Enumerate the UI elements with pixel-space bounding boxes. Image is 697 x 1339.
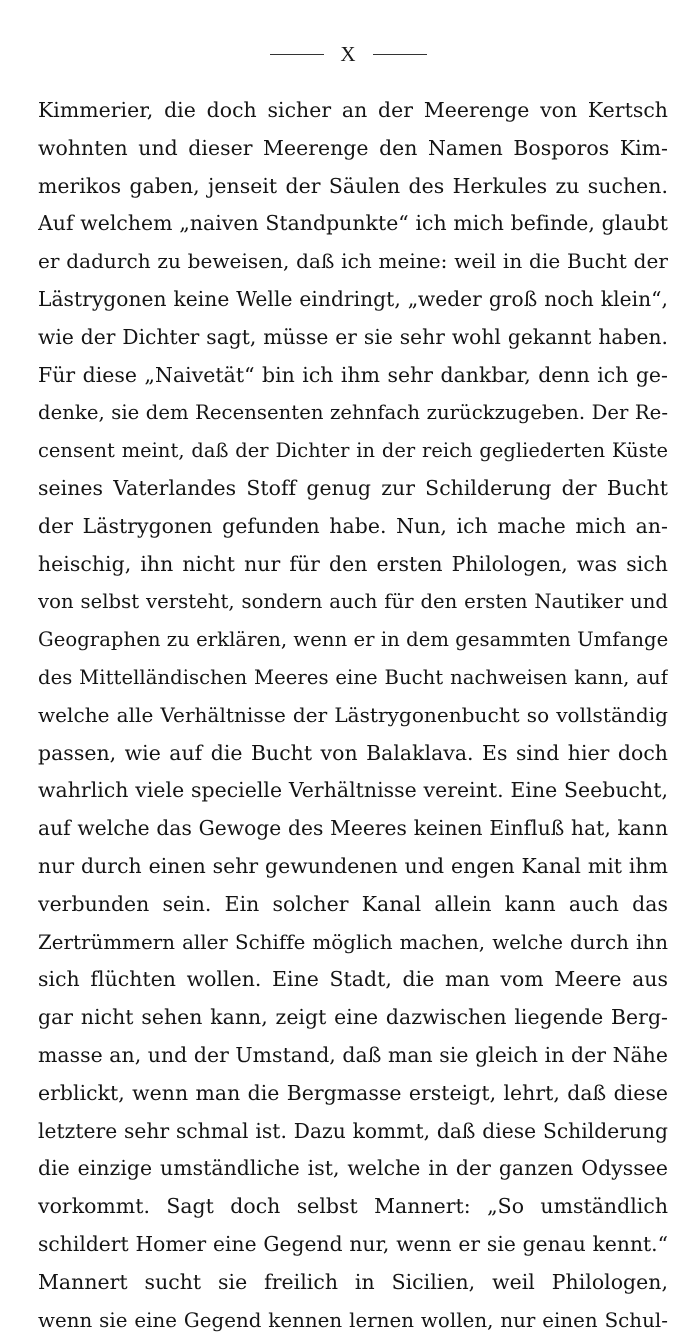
text-line: erblickt, wenn man die Bergmasse ersteigt, lehrt, daß diese — [38, 1075, 668, 1113]
text-line: vorkommt. Sagt doch selbst Mannert: „So umständlich — [38, 1188, 668, 1226]
text-line: censent meint, daß der Dichter in der reich gegliederten Küste — [38, 432, 668, 470]
text-line: Lästrygonen keine Welle eindringt, „weder groß noch klein“, — [38, 281, 668, 319]
page-header — [0, 38, 697, 70]
text-line: er dadurch zu beweisen, daß ich meine: weil in die Bucht der — [38, 243, 668, 281]
text-line: nur durch einen sehr gewundenen und engen Kanal mit ihm — [38, 848, 668, 886]
text-line: die einzige umständliche ist, welche in der ganzen Odyssee — [38, 1150, 668, 1188]
text-line: denke, sie dem Recensenten zehnfach zurückzugeben. Der Re- — [38, 394, 668, 432]
text-line: der Lästrygonen gefunden habe. Nun, ich mache mich an- — [38, 508, 668, 546]
header-rule-right — [373, 54, 427, 55]
text-line: Für diese „Naivetät“ bin ich ihm sehr dankbar, denn ich ge- — [38, 357, 668, 395]
text-line: gar nicht sehen kann, zeigt eine dazwischen liegende Berg- — [38, 999, 668, 1037]
text-line: masse an, und der Umstand, daß man sie gleich in der Nähe — [38, 1037, 668, 1075]
text-line: Zertrümmern aller Schiffe möglich machen, welche durch ihn — [38, 924, 668, 962]
text-line: seines Vaterlandes Stoff genug zur Schilderung der Bucht — [38, 470, 668, 508]
text-line: wie der Dichter sagt, müsse er sie sehr wohl gekannt haben. — [38, 319, 668, 357]
page-number: X — [340, 42, 356, 67]
text-line: wohnten und dieser Meerenge den Namen Bosporos Kim- — [38, 130, 668, 168]
text-line: Geographen zu erklären, wenn er in dem gesammten Umfange — [38, 621, 668, 659]
text-line: auf welche das Gewoge des Meeres keinen Einfluß hat, kann — [38, 810, 668, 848]
text-line: wenn sie eine Gegend kennen lernen wollen, nur einen Schul- — [38, 1302, 668, 1339]
text-line: Mannert sucht sie freilich in Sicilien, weil Philologen, — [38, 1264, 668, 1302]
text-line: Auf welchem „naiven Standpunkte“ ich mich befinde, glaubt — [38, 205, 668, 243]
header-rule-left — [270, 54, 324, 55]
body-text — [38, 92, 668, 1339]
text-line: sich flüchten wollen. Eine Stadt, die man vom Meere aus — [38, 961, 668, 999]
text-line: von selbst versteht, sondern auch für den ersten Nautiker und — [38, 583, 668, 621]
text-line: welche alle Verhältnisse der Lästrygonenbucht so vollständig — [38, 697, 668, 735]
text-line: passen, wie auf die Bucht von Balaklava. Es sind hier doch — [38, 735, 668, 773]
text-line: schildert Homer eine Gegend nur, wenn er sie genau kennt.“ — [38, 1226, 668, 1264]
text-line: wahrlich viele specielle Verhältnisse vereint. Eine Seebucht, — [38, 772, 668, 810]
text-line: merikos gaben, jenseit der Säulen des Herkules zu suchen. — [38, 168, 668, 206]
text-line: Kimmerier, die doch sicher an der Meerenge von Kertsch — [38, 92, 668, 130]
text-line: heischig, ihn nicht nur für den ersten Philologen, was sich — [38, 546, 668, 584]
text-line: verbunden sein. Ein solcher Kanal allein kann auch das — [38, 886, 668, 924]
text-line: des Mittelländischen Meeres eine Bucht nachweisen kann, auf — [38, 659, 668, 697]
text-line: letztere sehr schmal ist. Dazu kommt, daß diese Schilderung — [38, 1113, 668, 1151]
